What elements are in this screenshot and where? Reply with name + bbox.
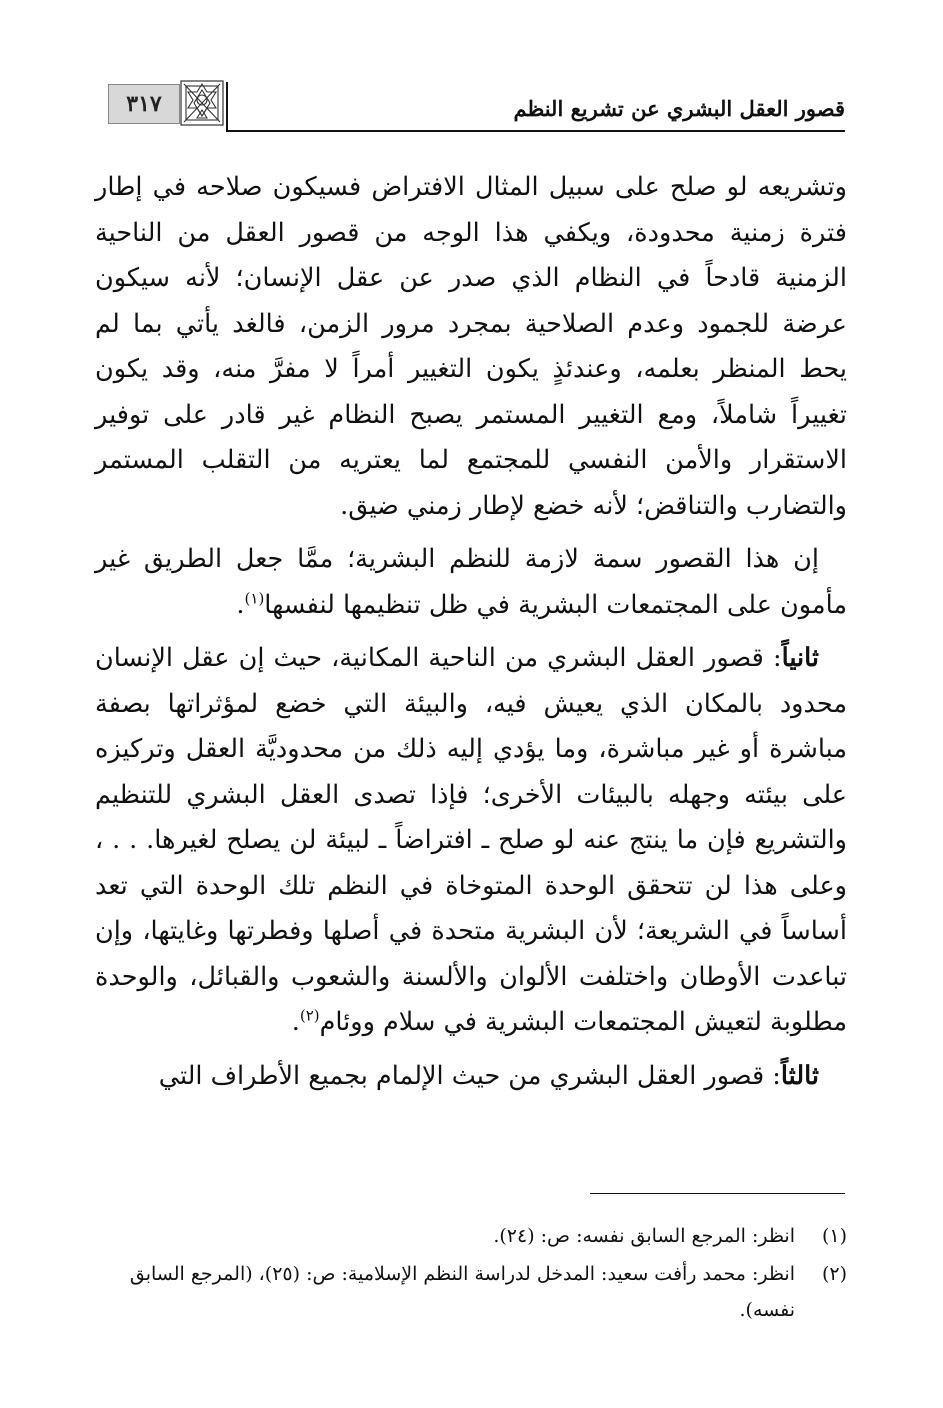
paragraph-4-lead: ثالثاً — [780, 1060, 819, 1091]
paragraph-4 — [95, 1054, 847, 1100]
footnote-separator — [590, 1193, 845, 1194]
footnote-1-text: انظر: المرجع السابق نفسه: ص: (٢٤). — [493, 1225, 795, 1247]
footnotes — [95, 1218, 847, 1330]
footnote-2-number: (٢) — [821, 1263, 847, 1285]
footnote-1-number: (١) — [821, 1225, 847, 1247]
paragraph-3-lead: ثانياً — [781, 643, 819, 673]
main-text — [95, 165, 847, 1107]
header-rule — [228, 130, 845, 132]
page-number: ٣١٧ — [108, 84, 180, 124]
paragraph-2 — [95, 537, 847, 628]
paragraph-2-text: إن هذا القصور سمة لازمة للنظم البشرية؛ ممَّا جعل الطريق غير مأمون على المجتمعات البشرية في ظل تنظيمها لنفسها — [95, 544, 847, 620]
footnote-ref-2[interactable]: (٢) — [299, 1006, 320, 1025]
footnote-2-text: انظر: محمد رأفت سعيد: المدخل لدراسة النظم الإسلامية: ص: (٢٥)، (المرجع السابق نفسه). — [129, 1263, 795, 1321]
paragraph-2-end: . — [236, 589, 245, 620]
arabesque-ornament-icon — [180, 80, 224, 126]
footnote-2 — [95, 1256, 847, 1328]
header-divider — [226, 82, 228, 132]
paragraph-3 — [95, 636, 847, 1046]
paragraph-1-text: وتشريعه لو صلح على سبيل المثال الافتراض فسيكون صلاحه في إطار فترة زمنية محدودة، ويكفي هذا الوجه من قصور العقل من الناحية الزمنية قادحاً في النظام الذي صدر عن عقل الإنسان؛ لأنه سيكون عرضة للجمود وعدم الصلاحية بمجرد مرور الزمن، فالغد يأتي بما لم يحط المنظر بعلمه، وعندئذٍ يكون التغيير أمراً لا مفرَّ منه، وقد يكون تغييراً شاملاً، ومع التغيير المستمر يصبح النظام غير قادر على توفير الاستقرار والأمن النفسي للمجتمع لما يعتريه من التقلب المستمر والتضارب والتناقض؛ لأنه خضع لإطار زمني ضيق. — [95, 172, 847, 521]
paragraph-4-text: : قصور العقل البشري من حيث الإلمام بجميع الأطراف التي — [158, 1060, 781, 1091]
footnote-1 — [95, 1218, 847, 1254]
paragraph-1 — [95, 165, 847, 529]
paragraph-3-end: . — [291, 1007, 300, 1037]
paragraph-3-text: : قصور العقل البشري من الناحية المكانية، حيث إن عقل الإنسان محدود بالمكان الذي يعيش فيه، والبيئة التي خضع لمؤثراتها بصفة مباشرة أو غير مباشرة، وما يؤدي إليه ذلك من محدوديَّة العقل وتركيزه على بيئته وجهله بالبيئات الأخرى؛ فإذا تصدى العقل البشري للتنظيم والتشريع فإن ما ينتج عنه لو صلح ـ افتراضاً ـ لبيئة لن يصلح لغيرها. . . ، وعلى هذا لن تتحقق الوحدة المتوخاة في النظم تلك الوحدة التي تعد أساساً في الشريعة؛ لأن البشرية متحدة في أصلها وفطرتها وغايتها، وإن تباعدت الأوطان واختلفت الألوان والألسنة والشعوب والقبائل، والوحدة مطلوبة لتعيش المجتمعات البشرية في سلام ووئام — [95, 643, 847, 1037]
footnote-ref-1[interactable]: (١) — [244, 589, 265, 607]
running-title: قصور العقل البشري عن تشريع النظم — [513, 96, 845, 121]
page-header — [100, 74, 845, 134]
